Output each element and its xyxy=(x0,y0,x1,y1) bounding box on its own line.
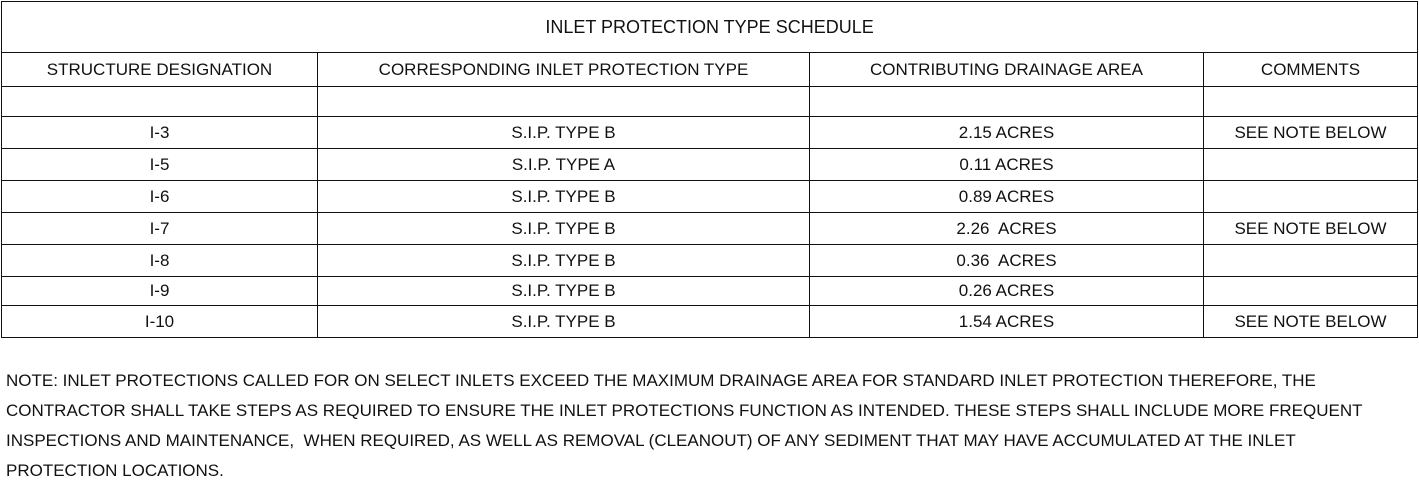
comment-cell: SEE NOTE BELOW xyxy=(1204,117,1418,149)
structure-cell: I-9 xyxy=(2,277,318,306)
area-cell: 2.26 ACRES xyxy=(810,213,1204,245)
type-cell: S.I.P. TYPE B xyxy=(318,213,810,245)
note-line: CONTRACTOR SHALL TAKE STEPS AS REQUIRED TO ENSURE THE INLET PROTECTIONS FUNCTION AS INTENDED. THESE STEPS SHALL INCLUDE MORE FREQUENT xyxy=(6,401,1363,420)
header-row xyxy=(2,53,1418,87)
area-cell: 0.26 ACRES xyxy=(810,277,1204,306)
empty-cell xyxy=(1204,87,1418,117)
column-header-structure: STRUCTURE DESIGNATION xyxy=(2,53,318,87)
table-row xyxy=(2,213,1418,245)
note-line: PROTECTION LOCATIONS. xyxy=(6,461,224,480)
table-row xyxy=(2,245,1418,277)
inlet-protection-schedule-table xyxy=(1,1,1418,338)
structure-cell: I-8 xyxy=(2,245,318,277)
area-cell: 0.89 ACRES xyxy=(810,181,1204,213)
type-cell: S.I.P. TYPE B xyxy=(318,245,810,277)
table-row xyxy=(2,306,1418,338)
note-line: INSPECTIONS AND MAINTENANCE, WHEN REQUIRED, AS WELL AS REMOVAL (CLEANOUT) OF ANY SEDIMENT THAT MAY HAVE ACCUMULATED AT THE INLET xyxy=(6,431,1296,450)
column-header-type: CORRESPONDING INLET PROTECTION TYPE xyxy=(318,53,810,87)
area-cell: 0.36 ACRES xyxy=(810,245,1204,277)
type-cell: S.I.P. TYPE A xyxy=(318,149,810,181)
column-header-comments: COMMENTS xyxy=(1204,53,1418,87)
comment-cell xyxy=(1204,277,1418,306)
structure-cell: I-5 xyxy=(2,149,318,181)
area-cell: 1.54 ACRES xyxy=(810,306,1204,338)
comment-cell xyxy=(1204,245,1418,277)
type-cell: S.I.P. TYPE B xyxy=(318,277,810,306)
type-cell: S.I.P. TYPE B xyxy=(318,117,810,149)
table-row xyxy=(2,149,1418,181)
type-cell: S.I.P. TYPE B xyxy=(318,306,810,338)
table-row xyxy=(2,181,1418,213)
comment-cell: SEE NOTE BELOW xyxy=(1204,213,1418,245)
table-row xyxy=(2,277,1418,306)
structure-cell: I-3 xyxy=(2,117,318,149)
structure-cell: I-7 xyxy=(2,213,318,245)
empty-cell xyxy=(810,87,1204,117)
area-cell: 2.15 ACRES xyxy=(810,117,1204,149)
note-line: NOTE: INLET PROTECTIONS CALLED FOR ON SELECT INLETS EXCEED THE MAXIMUM DRAINAGE AREA FOR STANDARD INLET PROTECTION THEREFORE, THE xyxy=(6,371,1316,390)
area-cell: 0.11 ACRES xyxy=(810,149,1204,181)
structure-cell: I-6 xyxy=(2,181,318,213)
schedule-title: INLET PROTECTION TYPE SCHEDULE xyxy=(2,2,1418,53)
table-row xyxy=(2,117,1418,149)
schedule-note xyxy=(6,366,1411,486)
structure-cell: I-10 xyxy=(2,306,318,338)
comment-cell xyxy=(1204,181,1418,213)
empty-cell xyxy=(2,87,318,117)
type-cell: S.I.P. TYPE B xyxy=(318,181,810,213)
empty-cell xyxy=(318,87,810,117)
empty-row xyxy=(2,87,1418,117)
comment-cell: SEE NOTE BELOW xyxy=(1204,306,1418,338)
comment-cell xyxy=(1204,149,1418,181)
column-header-area: CONTRIBUTING DRAINAGE AREA xyxy=(810,53,1204,87)
